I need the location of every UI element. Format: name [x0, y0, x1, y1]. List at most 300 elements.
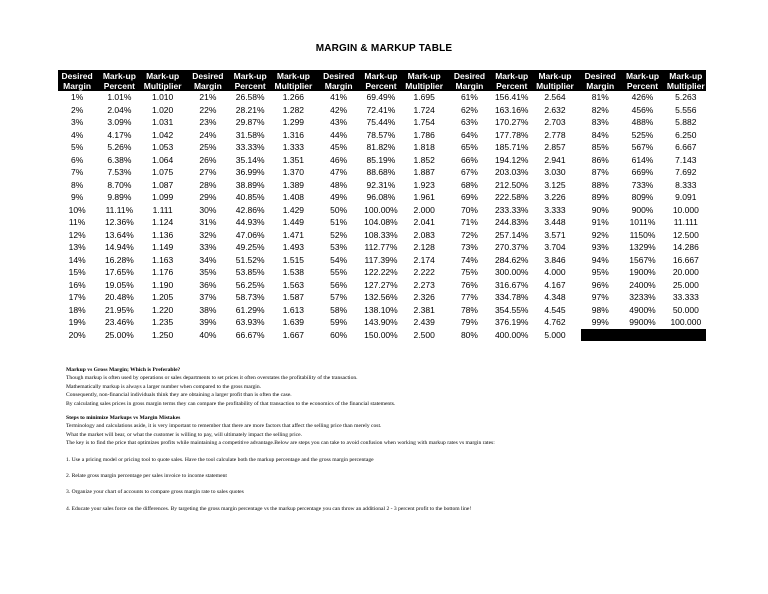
- header-line: Mark-up: [364, 71, 398, 81]
- cell-multiplier: 2.128: [413, 242, 435, 253]
- cell-multiplier: 100.000: [670, 317, 702, 328]
- cell-margin: 64%: [460, 129, 478, 140]
- header-line: Percent: [496, 81, 528, 91]
- cell-multiplier: 7.692: [675, 167, 697, 178]
- cell-multiplier: 2.326: [413, 292, 435, 303]
- step-item: 2. Relate gross margin percentage per sales invoice to income statement: [66, 473, 227, 480]
- cell-multiplier: 1.408: [282, 192, 305, 203]
- cell-margin: 86%: [591, 154, 609, 165]
- header-line: Mark-up: [495, 71, 529, 81]
- cell-percent: 185.71%: [494, 142, 529, 153]
- header-line: Multiplier: [536, 81, 574, 91]
- cell-margin: 41%: [330, 92, 348, 103]
- cell-percent: 19.05%: [104, 279, 134, 290]
- header-line: Mark-up: [102, 71, 136, 81]
- cell-percent: 4900%: [629, 304, 656, 315]
- cell-percent: 56.25%: [235, 279, 265, 290]
- cell-percent: 194.12%: [494, 154, 529, 165]
- cell-multiplier: 1.695: [413, 92, 435, 103]
- cell-multiplier: 3.448: [544, 217, 566, 228]
- cell-multiplier: 1.429: [282, 204, 305, 215]
- cell-percent: 9900%: [629, 317, 656, 328]
- cell-margin: 34%: [199, 254, 217, 265]
- cell-margin: 80%: [460, 329, 478, 340]
- cell-percent: 5.26%: [107, 142, 132, 153]
- cell-multiplier: 4.000: [544, 267, 566, 278]
- cell-margin: 9%: [70, 192, 84, 203]
- cell-margin: 2%: [70, 104, 84, 115]
- header-line: Desired: [61, 71, 93, 81]
- cell-margin: 72%: [460, 229, 478, 240]
- cell-percent: 122.22%: [364, 267, 398, 278]
- cell-multiplier: 1.205: [151, 292, 174, 303]
- cell-margin: 62%: [460, 104, 478, 115]
- notes-line: The key is to find the price that optimizes profits while maintaining a competitive advantage.Below are steps you can take to avoid confusion when working with markup rates vs margin rates:: [66, 440, 495, 447]
- cell-percent: 376.19%: [494, 317, 529, 328]
- notes-line: Though markup is often used by operations or sales departments to set prices it often overstates the profitability of the transaction.: [66, 375, 358, 382]
- column-header-percent: [358, 70, 404, 91]
- cell-margin: 42%: [330, 104, 348, 115]
- cell-percent: 614%: [631, 154, 654, 165]
- cell-margin: 69%: [460, 192, 478, 203]
- header-line: Desired: [323, 71, 355, 81]
- cell-percent: 6.38%: [107, 154, 132, 165]
- header-line: Mark-up: [669, 71, 703, 81]
- cell-margin: 79%: [460, 317, 478, 328]
- cell-percent: 203.03%: [494, 167, 529, 178]
- cell-multiplier: 2.041: [413, 217, 435, 228]
- header-line: Multiplier: [405, 81, 444, 91]
- cell-multiplier: 3.030: [544, 167, 566, 178]
- cell-percent: 809%: [631, 192, 654, 203]
- cell-multiplier: 1.190: [151, 279, 174, 290]
- cell-margin: 58%: [330, 304, 348, 315]
- cell-percent: 143.90%: [364, 317, 398, 328]
- cell-percent: 12.36%: [104, 217, 134, 228]
- step-item: 4. Educate your sales force on the differences. By targeting the gross margin percentage vs the markup percentage you can throw an additional 2 - 3 percent profit to the bottom line!: [66, 505, 472, 512]
- cell-percent: 7.53%: [107, 167, 132, 178]
- cell-margin: 97%: [591, 292, 609, 303]
- cell-multiplier: 1.667: [282, 329, 305, 340]
- cell-percent: 47.06%: [235, 229, 265, 240]
- cell-percent: 567%: [631, 142, 654, 153]
- cell-margin: 63%: [460, 117, 478, 128]
- cell-margin: 87%: [591, 167, 609, 178]
- cell-multiplier: 1.282: [282, 104, 305, 115]
- header-line: Margin: [455, 81, 484, 91]
- cell-margin: 88%: [591, 179, 609, 190]
- cell-multiplier: 5.882: [675, 117, 697, 128]
- cell-margin: 46%: [330, 154, 348, 165]
- cell-margin: 76%: [460, 279, 478, 290]
- cell-multiplier: 1.515: [282, 254, 305, 265]
- cell-margin: 57%: [330, 292, 348, 303]
- cell-margin: 82%: [591, 104, 609, 115]
- notes-heading-1: Markup vs Gross Margin; Which is Preferable?: [66, 367, 181, 373]
- table-row: [58, 116, 706, 129]
- cell-percent: 42.86%: [235, 204, 265, 215]
- cell-multiplier: 3.571: [544, 229, 566, 240]
- header-line: Percent: [103, 81, 135, 91]
- column-header-margin: [450, 70, 488, 91]
- cell-percent: 36.99%: [235, 167, 265, 178]
- cell-margin: 74%: [460, 254, 478, 265]
- table-row: [58, 204, 706, 217]
- cell-percent: 108.33%: [364, 229, 398, 240]
- header-line: Multiplier: [274, 81, 313, 91]
- table-row: [58, 141, 706, 154]
- cell-multiplier: 1.613: [282, 304, 305, 315]
- cell-margin: 96%: [591, 279, 609, 290]
- cell-percent: 300.00%: [494, 267, 529, 278]
- cell-margin: 65%: [460, 142, 478, 153]
- header-line: Mark-up: [407, 71, 441, 81]
- cell-multiplier: 3.226: [544, 192, 566, 203]
- cell-multiplier: 3.125: [544, 179, 566, 190]
- cell-margin: 30%: [199, 204, 217, 215]
- cell-percent: 17.65%: [104, 267, 134, 278]
- cell-percent: 72.41%: [366, 104, 396, 115]
- cell-margin: 70%: [460, 204, 478, 215]
- cell-percent: 100.00%: [364, 204, 398, 215]
- cell-multiplier: 25.000: [672, 279, 699, 290]
- page-title: MARGIN & MARKUP TABLE: [315, 43, 453, 54]
- cell-margin: 1%: [70, 92, 84, 103]
- cell-margin: 6%: [70, 154, 84, 165]
- table-row: [58, 241, 706, 254]
- empty-cell: [581, 329, 706, 342]
- cell-margin: 13%: [68, 242, 86, 253]
- cell-multiplier: 1.563: [282, 279, 305, 290]
- cell-percent: 31.58%: [235, 129, 265, 140]
- cell-margin: 90%: [591, 204, 609, 215]
- cell-multiplier: 1.449: [282, 217, 305, 228]
- cell-multiplier: 1.250: [151, 329, 174, 340]
- cell-percent: 284.62%: [494, 254, 529, 265]
- cell-multiplier: 14.286: [672, 242, 699, 253]
- cell-percent: 28.21%: [235, 104, 265, 115]
- margin-markup-table: [58, 70, 706, 341]
- cell-multiplier: 11.111: [673, 217, 698, 228]
- cell-margin: 28%: [199, 179, 217, 190]
- cell-margin: 33%: [199, 242, 217, 253]
- cell-percent: 1150%: [629, 229, 656, 240]
- column-header-percent: [227, 70, 273, 91]
- cell-multiplier: 6.250: [675, 129, 697, 140]
- header-line: Percent: [365, 81, 397, 91]
- cell-margin: 66%: [460, 154, 478, 165]
- table-row: [58, 304, 706, 317]
- cell-percent: 170.27%: [494, 117, 529, 128]
- cell-percent: 81.82%: [366, 142, 396, 153]
- cell-margin: 59%: [330, 317, 348, 328]
- column-header-percent: [96, 70, 142, 91]
- cell-margin: 94%: [591, 254, 609, 265]
- cell-margin: 23%: [199, 117, 217, 128]
- cell-multiplier: 1.087: [151, 179, 174, 190]
- column-header-multiplier: [666, 70, 706, 91]
- cell-percent: 150.00%: [364, 329, 398, 340]
- cell-multiplier: 10.000: [672, 204, 699, 215]
- cell-multiplier: 2.083: [413, 229, 435, 240]
- table-row: [58, 216, 706, 229]
- cell-margin: 68%: [460, 179, 478, 190]
- cell-percent: 900%: [631, 204, 654, 215]
- cell-margin: 20%: [68, 329, 86, 340]
- cell-margin: 56%: [330, 279, 348, 290]
- column-header-multiplier: [404, 70, 444, 91]
- cell-percent: 51.52%: [235, 254, 265, 265]
- header-line: Desired: [584, 71, 616, 81]
- cell-percent: 8.70%: [107, 179, 132, 190]
- cell-multiplier: 1.099: [151, 192, 174, 203]
- notes-heading-2: Steps to minimize Markups vs Margin Mistakes: [66, 415, 181, 422]
- cell-margin: 7%: [70, 167, 84, 178]
- cell-margin: 51%: [330, 217, 348, 228]
- cell-multiplier: 2.564: [544, 92, 566, 103]
- cell-percent: 49.25%: [235, 242, 265, 253]
- cell-multiplier: 7.143: [675, 154, 697, 165]
- table-row: [58, 154, 706, 167]
- cell-percent: 1329%: [629, 242, 656, 253]
- cell-percent: 104.08%: [364, 217, 398, 228]
- notes-section: [66, 366, 726, 513]
- step-item: 3. Organize your chart of accounts to compare gross margin rate to sales quotes: [66, 489, 244, 496]
- cell-percent: 233.33%: [494, 204, 529, 215]
- cell-multiplier: 1.471: [282, 229, 305, 240]
- cell-percent: 1011%: [629, 217, 656, 228]
- cell-percent: 488%: [631, 117, 654, 128]
- table-row: [58, 179, 706, 192]
- cell-margin: 5%: [70, 142, 84, 153]
- cell-percent: 1.01%: [107, 92, 132, 103]
- cell-margin: 17%: [68, 292, 86, 303]
- cell-multiplier: 2.778: [544, 129, 566, 140]
- cell-percent: 78.57%: [366, 129, 396, 140]
- cell-multiplier: 2.857: [544, 142, 566, 153]
- cell-multiplier: 16.667: [672, 254, 699, 265]
- cell-multiplier: 2.174: [413, 254, 435, 265]
- cell-percent: 177.78%: [494, 129, 529, 140]
- cell-multiplier: 1.786: [413, 129, 435, 140]
- cell-margin: 99%: [591, 317, 609, 328]
- header-line: Mark-up: [625, 71, 660, 81]
- table-row: [58, 329, 706, 342]
- cell-multiplier: 1.493: [282, 242, 305, 253]
- cell-multiplier: 3.846: [544, 254, 566, 265]
- cell-multiplier: 1.754: [413, 117, 435, 128]
- cell-percent: 2.04%: [107, 104, 132, 115]
- cell-multiplier: 8.333: [675, 179, 697, 190]
- table-row: [58, 191, 706, 204]
- cell-multiplier: 1.111: [152, 204, 173, 215]
- header-line: Multiplier: [666, 81, 705, 91]
- column-header-multiplier: [535, 70, 575, 91]
- cell-percent: 40.85%: [235, 192, 265, 203]
- table-row: [58, 229, 706, 242]
- cell-percent: 21.95%: [104, 304, 134, 315]
- cell-percent: 1900%: [629, 267, 656, 278]
- header-line: Margin: [324, 81, 353, 91]
- cell-multiplier: 1.064: [151, 154, 174, 165]
- header-line: Mark-up: [233, 71, 267, 81]
- cell-multiplier: 1.176: [151, 267, 174, 278]
- cell-multiplier: 20.000: [672, 267, 699, 278]
- cell-multiplier: 33.333: [672, 292, 699, 303]
- cell-margin: 11%: [68, 217, 86, 228]
- cell-multiplier: 1.042: [151, 129, 174, 140]
- cell-margin: 26%: [199, 154, 217, 165]
- header-line: Mark-up: [146, 71, 180, 81]
- cell-multiplier: 1.389: [282, 179, 305, 190]
- cell-multiplier: 2.381: [413, 304, 435, 315]
- cell-percent: 127.27%: [364, 279, 398, 290]
- cell-percent: 38.89%: [235, 179, 265, 190]
- cell-percent: 212.50%: [494, 179, 529, 190]
- cell-multiplier: 1.538: [282, 267, 305, 278]
- table-row: [58, 254, 706, 267]
- cell-margin: 49%: [330, 192, 348, 203]
- cell-margin: 91%: [591, 217, 609, 228]
- cell-margin: 83%: [591, 117, 609, 128]
- cell-margin: 67%: [460, 167, 478, 178]
- cell-multiplier: 1.724: [413, 104, 435, 115]
- cell-percent: 222.58%: [494, 192, 529, 203]
- notes-line: Mathematically markup is always a larger number when compared to the gross margin.: [66, 383, 262, 390]
- cell-margin: 84%: [591, 129, 609, 140]
- cell-margin: 52%: [330, 229, 348, 240]
- cell-margin: 71%: [460, 217, 478, 228]
- cell-margin: 48%: [330, 179, 348, 190]
- cell-margin: 92%: [591, 229, 609, 240]
- cell-margin: 14%: [68, 254, 86, 265]
- cell-margin: 15%: [68, 267, 86, 278]
- cell-percent: 117.39%: [364, 254, 398, 265]
- cell-margin: 40%: [199, 329, 217, 340]
- cell-percent: 669%: [631, 167, 654, 178]
- cell-multiplier: 5.556: [675, 104, 697, 115]
- header-line: Desired: [453, 71, 486, 81]
- cell-margin: 10%: [68, 204, 86, 215]
- notes-line: Terminology and calculations aside, it is very important to remember that there are more factors that affect the selling price than merely cost.: [66, 423, 382, 430]
- cell-margin: 36%: [199, 279, 217, 290]
- cell-percent: 92.31%: [366, 179, 396, 190]
- cell-margin: 21%: [199, 92, 217, 103]
- cell-percent: 85.19%: [366, 154, 396, 165]
- cell-percent: 244.83%: [494, 217, 529, 228]
- cell-percent: 29.87%: [235, 117, 265, 128]
- header-line: Margin: [586, 81, 615, 91]
- column-header-margin: [581, 70, 619, 91]
- cell-percent: 3.09%: [107, 117, 132, 128]
- cell-margin: 50%: [330, 204, 348, 215]
- cell-percent: 58.73%: [235, 292, 265, 303]
- notes-line: Consequently, non-financial individuals think they are obtaining a larger profit than is often the case.: [66, 392, 292, 399]
- cell-multiplier: 1.961: [413, 192, 435, 203]
- cell-multiplier: 2.439: [413, 317, 435, 328]
- cell-multiplier: 1.266: [282, 92, 305, 103]
- header-line: Percent: [234, 81, 266, 91]
- notes-line: What the market will bear, or what the customer is willing to pay, will ultimately impact the selling price.: [66, 431, 302, 438]
- cell-percent: 88.68%: [366, 167, 396, 178]
- cell-multiplier: 1.923: [413, 179, 435, 190]
- cell-multiplier: 1.163: [151, 254, 174, 265]
- notes-line: By calculating sales prices in gross margin terms they can compare the profitability of that transaction to the economics of the financial statements.: [66, 400, 396, 407]
- table-row: [58, 291, 706, 304]
- cell-multiplier: 1.299: [282, 117, 305, 128]
- cell-margin: 3%: [70, 117, 84, 128]
- table-row: [58, 129, 706, 142]
- cell-multiplier: 9.091: [675, 192, 697, 203]
- table-row: [58, 166, 706, 179]
- cell-percent: 44.93%: [235, 217, 265, 228]
- cell-margin: 95%: [591, 267, 609, 278]
- cell-multiplier: 6.667: [675, 142, 697, 153]
- cell-percent: 20.48%: [104, 292, 134, 303]
- cell-margin: 18%: [68, 304, 86, 315]
- cell-margin: 4%: [70, 129, 84, 140]
- cell-multiplier: 3.333: [544, 204, 566, 215]
- cell-percent: 156.41%: [494, 92, 529, 103]
- cell-multiplier: 1.053: [151, 142, 174, 153]
- cell-percent: 456%: [631, 104, 654, 115]
- table-row: [58, 266, 706, 279]
- cell-percent: 14.94%: [104, 242, 134, 253]
- header-line: Mark-up: [276, 71, 310, 81]
- cell-multiplier: 1.852: [413, 154, 435, 165]
- cell-margin: 54%: [330, 254, 348, 265]
- cell-percent: 9.89%: [107, 192, 132, 203]
- cell-multiplier: 2.632: [544, 104, 566, 115]
- cell-percent: 3233%: [629, 292, 656, 303]
- cell-percent: 334.78%: [494, 292, 529, 303]
- cell-percent: 13.64%: [104, 229, 134, 240]
- cell-multiplier: 1.031: [151, 117, 174, 128]
- cell-multiplier: 4.545: [544, 304, 566, 315]
- table-row: [58, 91, 706, 104]
- cell-percent: 35.14%: [235, 154, 265, 165]
- cell-percent: 354.55%: [494, 304, 529, 315]
- cell-margin: 38%: [199, 304, 217, 315]
- cell-margin: 24%: [199, 129, 217, 140]
- cell-percent: 426%: [631, 92, 654, 103]
- cell-margin: 31%: [199, 217, 217, 228]
- cell-multiplier: 5.263: [675, 92, 697, 103]
- cell-percent: 733%: [631, 179, 654, 190]
- cell-percent: 1567%: [629, 254, 656, 265]
- cell-multiplier: 2.222: [413, 267, 435, 278]
- cell-margin: 16%: [68, 279, 86, 290]
- column-header-percent: [489, 70, 535, 91]
- cell-margin: 98%: [591, 304, 609, 315]
- cell-percent: 53.85%: [235, 267, 265, 278]
- cell-multiplier: 1.351: [282, 154, 305, 165]
- cell-margin: 73%: [460, 242, 478, 253]
- cell-margin: 53%: [330, 242, 348, 253]
- cell-margin: 61%: [460, 92, 478, 103]
- cell-margin: 19%: [68, 317, 86, 328]
- cell-percent: 4.17%: [107, 129, 132, 140]
- cell-percent: 63.93%: [235, 317, 265, 328]
- cell-percent: 25.00%: [104, 329, 134, 340]
- cell-multiplier: 1.333: [282, 142, 305, 153]
- cell-margin: 47%: [330, 167, 348, 178]
- cell-percent: 316.67%: [494, 279, 529, 290]
- header-line: Margin: [63, 81, 92, 91]
- cell-percent: 270.37%: [494, 242, 529, 253]
- cell-multiplier: 1.136: [151, 229, 174, 240]
- column-header-margin: [58, 70, 96, 91]
